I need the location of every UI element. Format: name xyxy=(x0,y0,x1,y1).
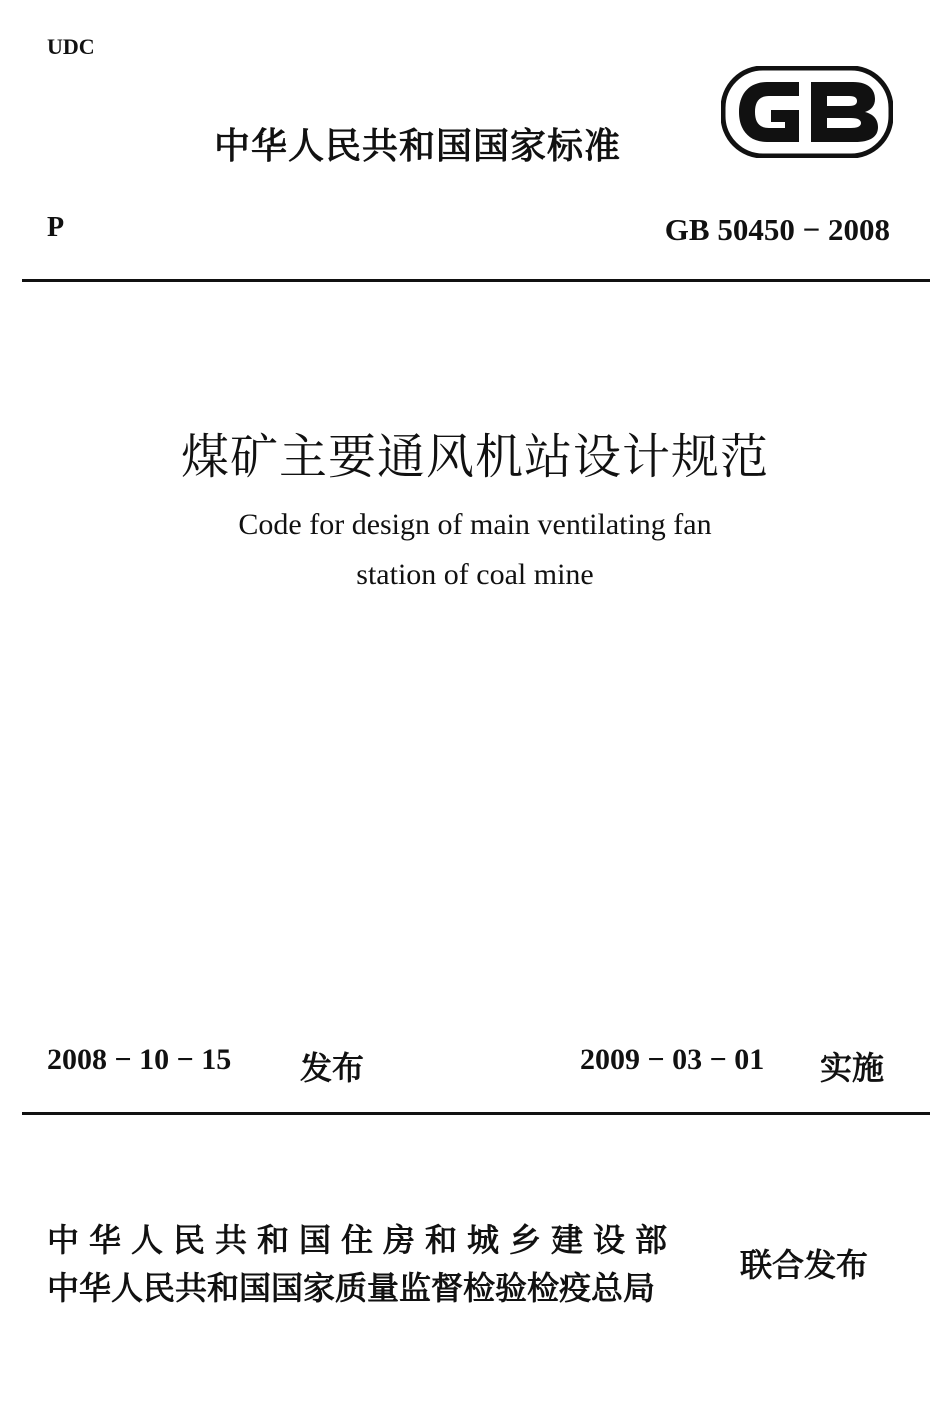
implementation-date: 2009 − 03 − 01 xyxy=(580,1043,765,1076)
standard-number: GB 50450 − 2008 xyxy=(664,212,890,247)
issue-date: 2008 − 10 − 15 xyxy=(47,1043,232,1076)
classification-code: P xyxy=(47,212,65,243)
udc-label: UDC xyxy=(47,34,95,59)
issue-label: 发布 xyxy=(300,1049,365,1087)
title-english-line2: station of coal mine xyxy=(356,558,594,591)
footer-divider xyxy=(22,1112,930,1115)
title-chinese: 煤矿主要通风机站设计规范 xyxy=(180,429,769,485)
standard-type-heading: 中华人民共和国国家标准 xyxy=(214,126,622,167)
title-english-line1: Code for design of main ventilating fan xyxy=(238,508,712,541)
publisher-ministry: 中华人民共和国住房和城乡建设部 xyxy=(47,1221,678,1259)
joint-publication-label: 联合发布 xyxy=(740,1246,869,1284)
publisher-aqsiq: 中华人民共和国国家质量监督检验检疫总局 xyxy=(47,1269,656,1307)
gb-logo xyxy=(721,66,893,158)
implementation-label: 实施 xyxy=(820,1049,885,1087)
header-divider xyxy=(22,279,930,282)
